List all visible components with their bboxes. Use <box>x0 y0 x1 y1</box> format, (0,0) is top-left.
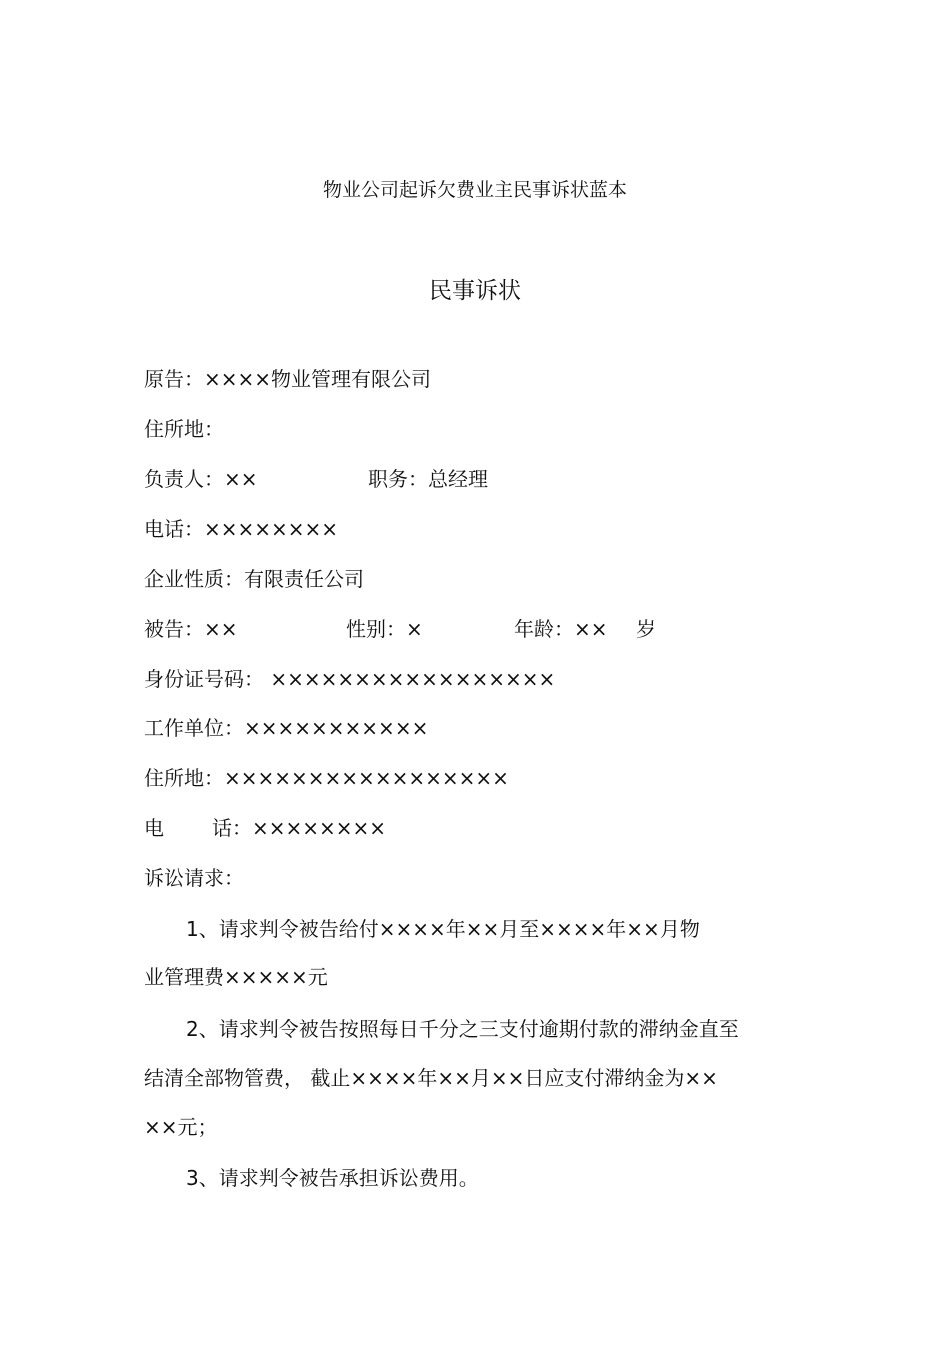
document-title: 物业公司起诉欠费业主民事诉状蓝本 <box>322 179 627 201</box>
plaintiff-phone: 电话：×××××××× <box>144 517 339 541</box>
defendant-age-unit: 岁 <box>636 617 656 641</box>
defendant-age: 年龄：×× <box>514 617 608 641</box>
claim-1-line-2: 业管理费×××××元 <box>144 965 328 989</box>
position: 职务：总经理 <box>368 467 488 491</box>
claim-1-line-1: 1、请求判令被告给付××××年××月至××××年××月物 <box>186 917 700 941</box>
claim-2-line-3: ××元； <box>144 1115 218 1139</box>
defendant-phone-value: 话：×××××××× <box>212 816 387 840</box>
complaint-heading: 民事诉状 <box>429 278 521 304</box>
defendant-name: 被告：×× <box>144 617 238 641</box>
enterprise-nature: 企业性质：有限责任公司 <box>144 567 364 591</box>
plaintiff-address: 住所地： <box>144 417 224 441</box>
person-in-charge: 负责人：×× <box>144 467 258 491</box>
plaintiff-name: 原告：××××物业管理有限公司 <box>144 367 432 391</box>
claim-3-line-1: 3、请求判令被告承担诉讼费用。 <box>186 1166 479 1190</box>
defendant-gender: 性别：× <box>346 617 423 641</box>
defendant-phone-label: 电 <box>144 816 164 840</box>
claim-2-line-1: 2、请求判令被告按照每日千分之三支付逾期付款的滞纳金直至 <box>186 1017 739 1041</box>
defendant-id-number: 身份证号码： ××××××××××××××××× <box>144 667 556 691</box>
defendant-address: 住所地：××××××××××××××××× <box>144 766 509 790</box>
claims-heading: 诉讼请求： <box>144 866 244 890</box>
claim-2-line-2: 结清全部物管费， 截止××××年××月××日应支付滞纳金为×× <box>144 1066 718 1090</box>
defendant-work-unit: 工作单位：××××××××××× <box>144 716 429 740</box>
